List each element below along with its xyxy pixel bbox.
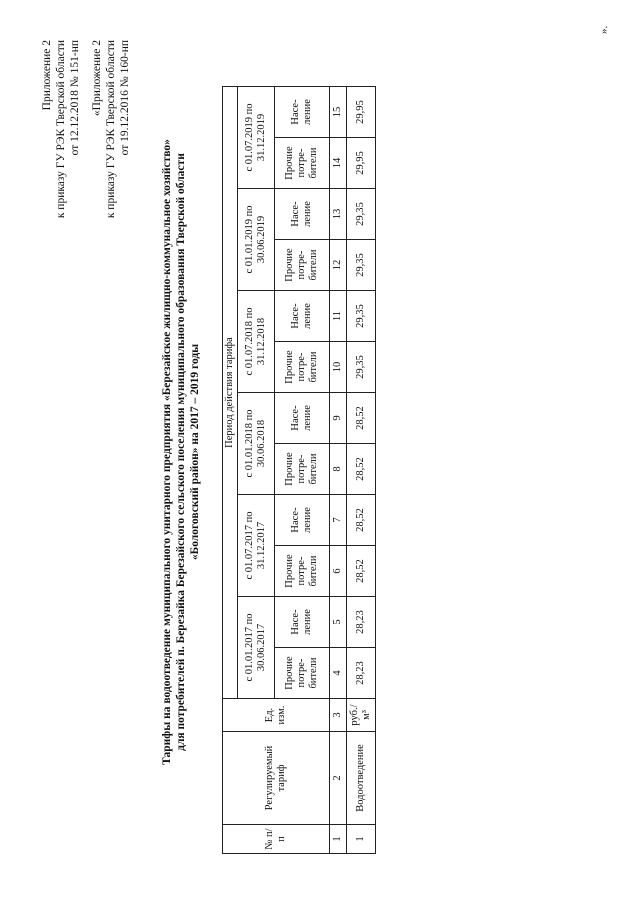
column-number: 2 [330,732,347,825]
column-number: 10 [330,342,347,393]
subheader-other-consumers: Прочие потре-бители [275,444,330,495]
subheader-other-consumers: Прочие потре-бители [275,648,330,699]
header-line: к приказу ГУ РЭК Тверской области [105,40,117,219]
column-number: 6 [330,546,347,597]
subheader-population: Насе-ление [275,597,330,648]
column-number: 11 [330,291,347,342]
row-no: 1 [347,825,376,854]
subheader-other-consumers: Прочие потре-бители [275,546,330,597]
column-number: 5 [330,597,347,648]
closing-quote: ». [598,25,610,34]
title-line: Тарифы на водоотведение муниципального унитарного предприятия «Березайское жилищно-коммунальное хозяйство» [161,139,173,765]
header-tariff: Регулируемый тариф [223,732,330,825]
table-row [347,87,376,854]
title-line: для потребителей п. Березайка Березайского сельского поселения муниципального образования Тверской области [175,153,187,751]
period-label: с 01.07.2019 по 31.12.2019 [238,87,275,189]
header-no: № п/п [223,825,330,854]
header-unit: Ед. изм. [223,699,330,732]
column-number: 8 [330,444,347,495]
tariff-value: 28,23 [347,648,376,699]
document-title [160,0,202,904]
subheader-population: Насе-ление [275,393,330,444]
column-number: 14 [330,138,347,189]
period-label: с 01.01.2017 по 30.06.2017 [238,597,275,699]
tariff-value: 28,23 [347,597,376,648]
subheader-other-consumers: Прочие потре-бители [275,138,330,189]
tariff-value: 28,52 [347,393,376,444]
column-number: 4 [330,648,347,699]
column-number: 12 [330,240,347,291]
column-number: 3 [330,699,347,732]
tariff-value: 29,35 [347,291,376,342]
column-number: 1 [330,825,347,854]
appendix-header-current [40,40,82,218]
header-line: Приложение 2 [41,40,53,111]
subheader-population: Насе-ление [275,495,330,546]
tariff-value: 29,95 [347,87,376,138]
period-label: с 01.01.2018 по 30.06.2018 [238,393,275,495]
tariff-value: 29,35 [347,189,376,240]
tariff-value: 29,35 [347,240,376,291]
tariff-value: 29,35 [347,342,376,393]
subheader-other-consumers: Прочие потре-бители [275,240,330,291]
row-unit: руб./м³ [347,699,376,732]
subheader-other-consumers: Прочие потре-бители [275,342,330,393]
appendix-header-previous [90,40,132,218]
column-number: 9 [330,393,347,444]
tariff-value: 28,52 [347,495,376,546]
tariff-table [222,86,376,854]
period-label: с 01.01.2019 по 30.06.2019 [238,189,275,291]
column-number: 13 [330,189,347,240]
column-number: 7 [330,495,347,546]
row-tariff-name: Водоотведение [347,732,376,825]
title-line: «Бологовский район» на 2017 – 2019 годы [189,343,201,561]
subheader-population: Насе-ление [275,87,330,138]
subheader-population: Насе-ление [275,291,330,342]
header-line: к приказу ГУ РЭК Тверской области [55,40,67,219]
subheader-population: Насе-ление [275,189,330,240]
header-period: Период действия тарифа [223,87,238,699]
header-line: от 19.12.2016 № 160-нп [119,40,131,156]
header-line: «Приложение 2 [91,40,103,117]
period-label: с 01.07.2017 по 31.12.2017 [238,495,275,597]
column-number-row [330,87,347,854]
tariff-value: 28,52 [347,546,376,597]
period-label: с 01.07.2018 по 31.12.2018 [238,291,275,393]
column-number: 15 [330,87,347,138]
tariff-value: 28,52 [347,444,376,495]
header-line: от 12.12.2018 № 151-нп [69,40,81,156]
tariff-value: 29,95 [347,138,376,189]
